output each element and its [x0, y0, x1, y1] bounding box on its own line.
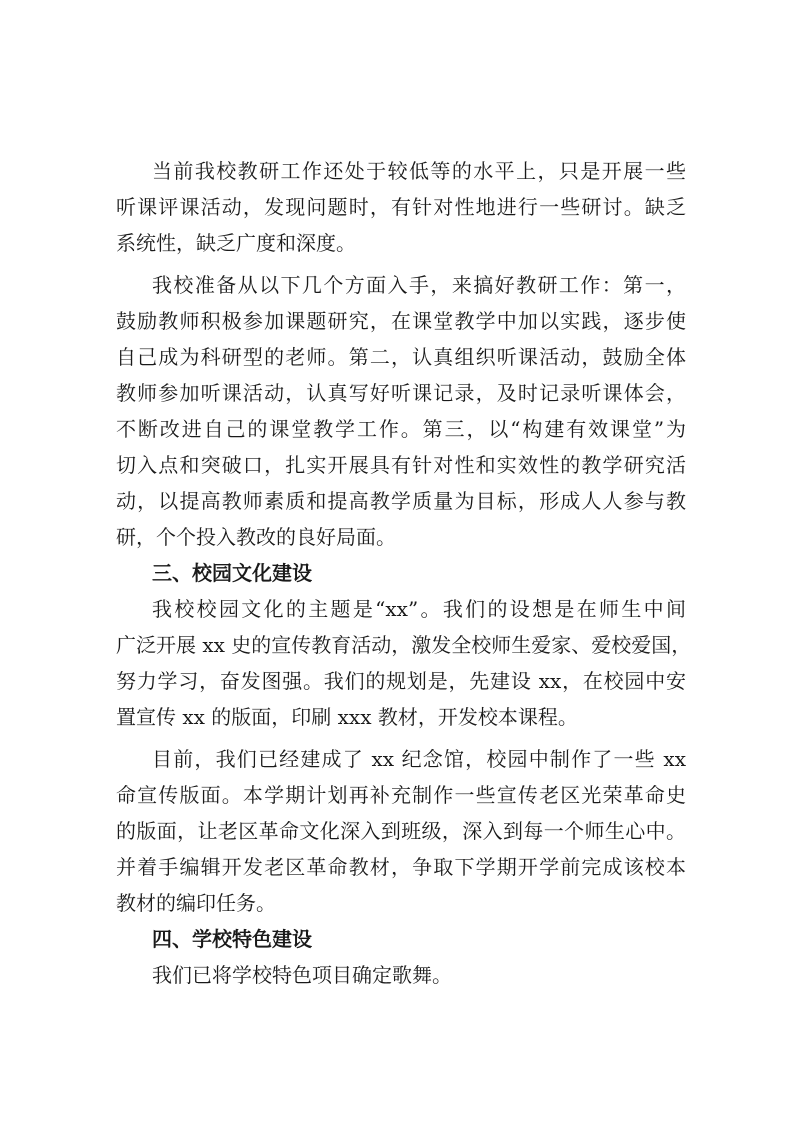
- section-heading: 三、校园文化建设: [152, 561, 312, 585]
- paragraph-line: 我校准备从以下几个方面入手，来搞好教研工作：第一，: [152, 273, 686, 297]
- paragraph-line: 系统性，缺乏广度和深度。: [116, 231, 356, 255]
- paragraph-line: 动，以提高教师素质和提高教学质量为目标，形成人人参与教: [116, 489, 686, 513]
- paragraph-line: 鼓励教师积极参加课题研究，在课堂教学中加以实践，逐步使: [116, 309, 686, 333]
- paragraph-line: 研，个个投入教改的良好局面。: [116, 525, 396, 549]
- section-heading: 四、学校特色建设: [152, 927, 312, 951]
- paragraph-line: 并着手编辑开发老区革命教材，争取下学期开学前完成该校本: [116, 855, 686, 879]
- paragraph-line: 教师参加听课活动，认真写好听课记录，及时记录听课体会，: [116, 381, 686, 405]
- paragraph-line: 目前，我们已经建成了 xx 纪念馆，校园中制作了一些 xx: [152, 747, 686, 771]
- paragraph-line: 自己成为科研型的老师。第二，认真组织听课活动，鼓励全体: [116, 345, 686, 369]
- paragraph-line: 不断改进自己的课堂教学工作。第三，以“构建有效课堂”为: [116, 417, 686, 441]
- paragraph-line: 置宣传 xx 的版面，印刷 xxx 教材，开发校本课程。: [116, 705, 578, 729]
- paragraph-line: 广泛开展 xx 史的宣传教育活动，激发全校师生爱家、爱校爱国，: [116, 633, 692, 657]
- document-body: [116, 153, 692, 993]
- paragraph-line: 我校校园文化的主题是“xx”。我们的设想是在师生中间: [152, 597, 686, 621]
- paragraph-line: 切入点和突破口，扎实开展具有针对性和实效性的教学研究活: [116, 453, 686, 477]
- paragraph-line: 听课评课活动，发现问题时，有针对性地进行一些研讨。缺乏: [116, 195, 686, 219]
- paragraph-line: 当前我校教研工作还处于较低等的水平上，只是开展一些: [152, 159, 686, 183]
- paragraph-line: 的版面，让老区革命文化深入到班级，深入到每一个师生心中。: [116, 819, 686, 843]
- paragraph-line: 我们已将学校特色项目确定歌舞。: [152, 963, 452, 987]
- paragraph-line: 命宣传版面。本学期计划再补充制作一些宣传老区光荣革命史: [116, 783, 686, 807]
- paragraph-line: 教材的编印任务。: [116, 891, 276, 915]
- paragraph-line: 努力学习，奋发图强。我们的规划是，先建设 xx，在校园中安: [116, 669, 686, 693]
